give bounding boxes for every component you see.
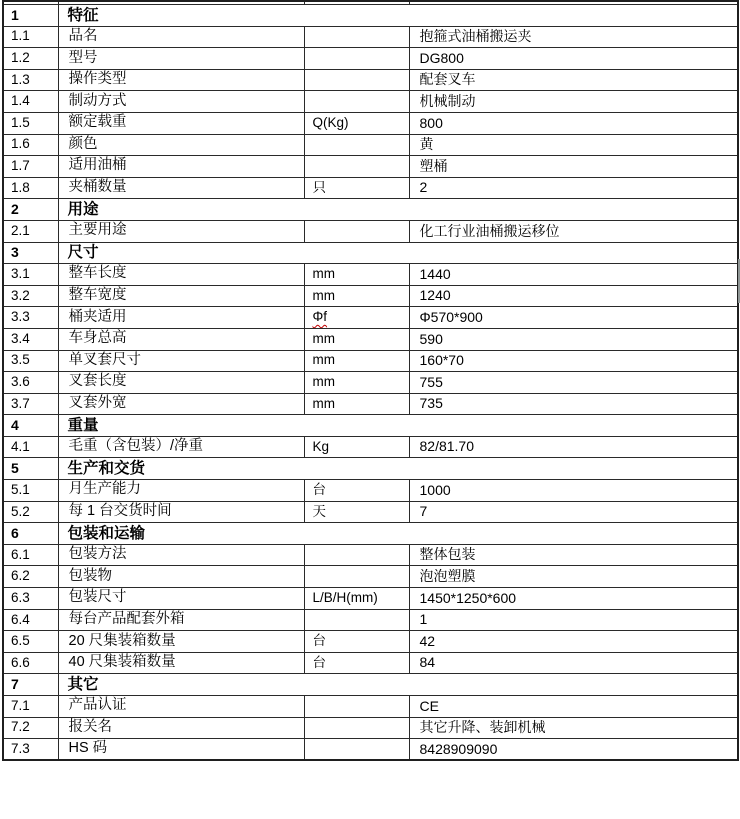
section-header-row: [3, 458, 738, 480]
row-number: 3.6: [3, 372, 58, 394]
row-number: 7.1: [3, 696, 58, 718]
section-number: 3: [3, 242, 58, 264]
row-label: 整车宽度: [58, 285, 304, 307]
row-unit-text: mm: [312, 287, 335, 303]
row-label: 制动方式: [58, 91, 304, 113]
table-row: [3, 285, 738, 307]
row-label: 车身总高: [58, 328, 304, 350]
row-value: 黄: [409, 134, 738, 156]
row-unit: [304, 156, 409, 178]
row-value: 1450*1250*600: [409, 588, 738, 610]
table-row: [3, 264, 738, 286]
row-number: 3.1: [3, 264, 58, 286]
row-number: 6.2: [3, 566, 58, 588]
row-unit-text: 台: [312, 654, 326, 670]
row-label: 整车长度: [58, 264, 304, 286]
section-number: 2: [3, 199, 58, 221]
section-title: 尺寸: [58, 242, 738, 264]
row-label: 品名: [58, 26, 304, 48]
row-value: 82/81.70: [409, 436, 738, 458]
row-label: HS 码: [58, 739, 304, 761]
section-header-row: [3, 5, 738, 27]
section-title: 特征: [58, 5, 738, 27]
row-unit: [304, 501, 409, 523]
table-row: [3, 134, 738, 156]
row-number: 1.4: [3, 91, 58, 113]
row-number: 1.6: [3, 134, 58, 156]
row-unit: [304, 652, 409, 674]
row-label: 叉套外宽: [58, 393, 304, 415]
row-unit-text: mm: [312, 395, 335, 411]
row-unit: [304, 69, 409, 91]
row-label: 型号: [58, 48, 304, 70]
row-number: 4.1: [3, 436, 58, 458]
row-value: 160*70: [409, 350, 738, 372]
table-row: [3, 631, 738, 653]
row-value: 1440: [409, 264, 738, 286]
row-label: 操作类型: [58, 69, 304, 91]
section-number: 1: [3, 5, 58, 27]
row-label: 额定载重: [58, 112, 304, 134]
row-unit: [304, 739, 409, 761]
row-number: 6.4: [3, 609, 58, 631]
row-number: 3.5: [3, 350, 58, 372]
row-value: 塑桶: [409, 156, 738, 178]
row-value: 抱箍式油桶搬运夹: [409, 26, 738, 48]
row-label: 产品认证: [58, 696, 304, 718]
row-label: 颜色: [58, 134, 304, 156]
row-label: 月生产能力: [58, 480, 304, 502]
row-label: 主要用途: [58, 220, 304, 242]
row-unit: [304, 372, 409, 394]
row-number: 6.1: [3, 544, 58, 566]
table-row: [3, 566, 738, 588]
row-number: 1.2: [3, 48, 58, 70]
table-row: [3, 328, 738, 350]
row-unit-text: Kg: [312, 438, 330, 454]
row-number: 5.2: [3, 501, 58, 523]
row-value: 配套叉车: [409, 69, 738, 91]
section-title: 其它: [58, 674, 738, 696]
row-unit: [304, 285, 409, 307]
row-unit: [304, 112, 409, 134]
row-unit: [304, 350, 409, 372]
row-value: 1000: [409, 480, 738, 502]
row-unit-text: Q(Kg): [312, 114, 349, 130]
row-label: 桶夹适用: [58, 307, 304, 329]
section-number: 4: [3, 415, 58, 437]
table-row: [3, 501, 738, 523]
row-unit-text: 天: [312, 503, 326, 519]
row-unit: [304, 393, 409, 415]
row-unit: [304, 26, 409, 48]
row-number: 5.1: [3, 480, 58, 502]
table-row: [3, 436, 738, 458]
row-label: 包装物: [58, 566, 304, 588]
row-value: DG800: [409, 48, 738, 70]
row-value: 化工行业油桶搬运移位: [409, 220, 738, 242]
row-unit-text: 只: [312, 179, 326, 195]
row-unit-text-spellchecked: Φf: [312, 309, 328, 325]
row-value: 800: [409, 112, 738, 134]
row-label: 40 尺集装箱数量: [58, 652, 304, 674]
table-row: [3, 393, 738, 415]
row-number: 2.1: [3, 220, 58, 242]
row-value: 1240: [409, 285, 738, 307]
row-unit: [304, 566, 409, 588]
table-row: [3, 26, 738, 48]
row-number: 6.3: [3, 588, 58, 610]
table-row: [3, 480, 738, 502]
row-value: 泡泡塑膜: [409, 566, 738, 588]
row-value: CE: [409, 696, 738, 718]
row-value: 84: [409, 652, 738, 674]
row-value: 7: [409, 501, 738, 523]
row-number: 1.8: [3, 177, 58, 199]
row-unit-text: 台: [312, 481, 326, 497]
row-unit: [304, 177, 409, 199]
row-unit: [304, 307, 409, 329]
row-value: 42: [409, 631, 738, 653]
table-row: [3, 156, 738, 178]
row-unit-text: mm: [312, 330, 335, 346]
row-unit: [304, 48, 409, 70]
row-number: 7.3: [3, 739, 58, 761]
row-number: 6.6: [3, 652, 58, 674]
table-row: [3, 696, 738, 718]
table-row: [3, 372, 738, 394]
row-unit: [304, 134, 409, 156]
row-value: 8428909090: [409, 739, 738, 761]
row-unit: [304, 717, 409, 739]
section-number: 6: [3, 523, 58, 545]
row-number: 1.3: [3, 69, 58, 91]
row-label: 夹桶数量: [58, 177, 304, 199]
section-header-row: [3, 674, 738, 696]
table-row: [3, 588, 738, 610]
row-unit: [304, 631, 409, 653]
row-label: 每 1 台交货时间: [58, 501, 304, 523]
table-row: [3, 69, 738, 91]
section-title: 包装和运输: [58, 523, 738, 545]
table-row: [3, 307, 738, 329]
row-unit-text: mm: [312, 266, 335, 281]
row-unit: [304, 328, 409, 350]
row-value: 整体包装: [409, 544, 738, 566]
row-number: 3.3: [3, 307, 58, 329]
row-label: 毛重（含包装）/净重: [58, 436, 304, 458]
row-number: 3.4: [3, 328, 58, 350]
table-row: [3, 350, 738, 372]
section-title: 生产和交货: [58, 458, 738, 480]
row-unit: [304, 436, 409, 458]
section-number: 7: [3, 674, 58, 696]
row-unit: [304, 91, 409, 113]
row-unit: [304, 609, 409, 631]
section-header-row: [3, 523, 738, 545]
product-spec-table: [2, 0, 739, 761]
table-row: [3, 739, 738, 761]
spec-table-body: [3, 1, 738, 760]
row-value: 735: [409, 393, 738, 415]
row-value: 590: [409, 328, 738, 350]
row-value: 1: [409, 609, 738, 631]
row-label: 适用油桶: [58, 156, 304, 178]
section-title: 用途: [58, 199, 738, 221]
section-number: 5: [3, 458, 58, 480]
row-number: 7.2: [3, 717, 58, 739]
row-number: 6.5: [3, 631, 58, 653]
row-unit-text: 台: [312, 633, 326, 649]
row-unit-text: mm: [312, 352, 335, 368]
section-header-row: [3, 242, 738, 264]
table-row: [3, 544, 738, 566]
table-row: [3, 91, 738, 113]
row-value: 755: [409, 372, 738, 394]
row-label: 每台产品配套外箱: [58, 609, 304, 631]
row-label: 包装方法: [58, 544, 304, 566]
row-unit: [304, 480, 409, 502]
row-label: 20 尺集装箱数量: [58, 631, 304, 653]
row-value: Φ570*900: [409, 307, 738, 329]
row-number: 1.7: [3, 156, 58, 178]
row-label: 叉套长度: [58, 372, 304, 394]
row-label: 包装尺寸: [58, 588, 304, 610]
row-value: 2: [409, 177, 738, 199]
row-number: 3.2: [3, 285, 58, 307]
table-row: [3, 652, 738, 674]
row-unit: [304, 220, 409, 242]
table-row: [3, 177, 738, 199]
row-unit: [304, 588, 409, 610]
row-number: 1.5: [3, 112, 58, 134]
table-row: [3, 717, 738, 739]
table-row: [3, 48, 738, 70]
row-label: 报关名: [58, 717, 304, 739]
row-value: 其它升降、装卸机械: [409, 717, 738, 739]
table-row: [3, 112, 738, 134]
section-header-row: [3, 199, 738, 221]
row-number: 1.1: [3, 26, 58, 48]
row-unit: [304, 696, 409, 718]
row-unit: [304, 264, 409, 286]
row-label: 单叉套尺寸: [58, 350, 304, 372]
table-row: [3, 609, 738, 631]
section-header-row: [3, 415, 738, 437]
row-unit-text: mm: [312, 373, 335, 389]
row-unit: [304, 544, 409, 566]
section-title: 重量: [58, 415, 738, 437]
row-value: 机械制动: [409, 91, 738, 113]
row-number: 3.7: [3, 393, 58, 415]
row-unit-text: L/B/H(mm): [312, 589, 378, 605]
table-row: [3, 220, 738, 242]
